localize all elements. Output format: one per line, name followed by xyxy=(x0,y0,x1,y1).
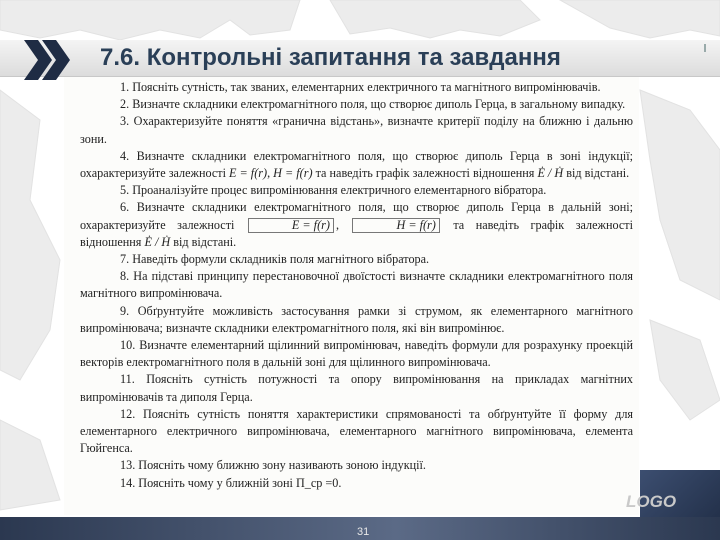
question-item: 14. Поясніть чому у ближній зоні Π_ср =0. xyxy=(120,475,342,490)
question-item: 2. Визначте складники електромагнітного поля, що створює диполь Герца, в загальному випадку. xyxy=(120,97,626,112)
ratio-formula: Ė / Ḣ xyxy=(537,166,564,181)
ratio-formula: Ė / Ḣ xyxy=(144,234,171,249)
corner-tick xyxy=(704,44,706,52)
equation: H = f(r) xyxy=(273,166,313,181)
question-item: 11. Поясніть сутність потужності та опору випромінювання на прикладах магнітних випромінювачів та диполя Герца. xyxy=(80,372,633,404)
page-number: 31 xyxy=(357,526,370,538)
slide-title: 7.6. Контрольні запитання та завдання xyxy=(100,44,561,71)
equation-box: E = f(r) xyxy=(248,218,334,233)
questions-list xyxy=(80,79,633,492)
double-chevron-icon xyxy=(22,38,72,82)
equation: E = f(r) xyxy=(229,166,268,181)
question-item: 7. Наведіть формули складників поля магнітного вібратора. xyxy=(120,252,430,267)
question-item: 3. Охарактеризуйте поняття «гранична відстань», визначте критерії поділу на ближню і дальню зони. xyxy=(80,114,634,146)
question-item: 12. Поясніть сутність поняття характеристики спрямованості та обґрунтуйте її форму для елементарного електричного випромінювача, елементарного магнітного випромінювача, елемента Гюйгенса. xyxy=(80,406,634,456)
question-item: 6. Визначте складники електромагнітного поля, що створює диполь Герца в дальній зоні; охарактеризуйте залежності E = f(r) , H = f(r) та наведіть графік залежності відношення Ė / Ḣ від відстані. xyxy=(80,200,633,249)
question-item: 10. Визначте елементарний щілинний випромінювач, наведіть формули для розрахунку проекцій векторів електромагнітного поля в дальній зоні для щілинного випромінювача. xyxy=(80,338,633,370)
equation-box: H = f(r) xyxy=(352,218,439,233)
company-logo: LOGO xyxy=(626,492,677,511)
question-item: 1. Поясніть сутність, так званих, елементарних електричного та магнітного випромінювачів. xyxy=(120,80,601,94)
question-item: 5. Проаналізуйте процес випромінювання електричного елементарного вібратора. xyxy=(120,183,547,198)
question-item: 9. Обґрунтуйте можливість застосування рамки зі струмом, як елементарного магнітного випромінювача; визначте складники електромагнітного поля, які він випромінює. xyxy=(80,303,634,335)
question-item: 4. Визначте складники електромагнітного поля, що створює диполь Герца в зоні індукції; охарактеризуйте залежності E = f(r), H = f(r) та наведіть графік залежності відношення Ė / Ḣ від відстані. xyxy=(80,148,634,181)
question-item: 8. На підставі принципу перестановочної двоїстості визначте складники електромагнітного поля магнітного випромінювача. xyxy=(80,269,634,301)
question-item: 13. Поясніть чому ближню зону називають зоною індукції. xyxy=(120,458,426,473)
